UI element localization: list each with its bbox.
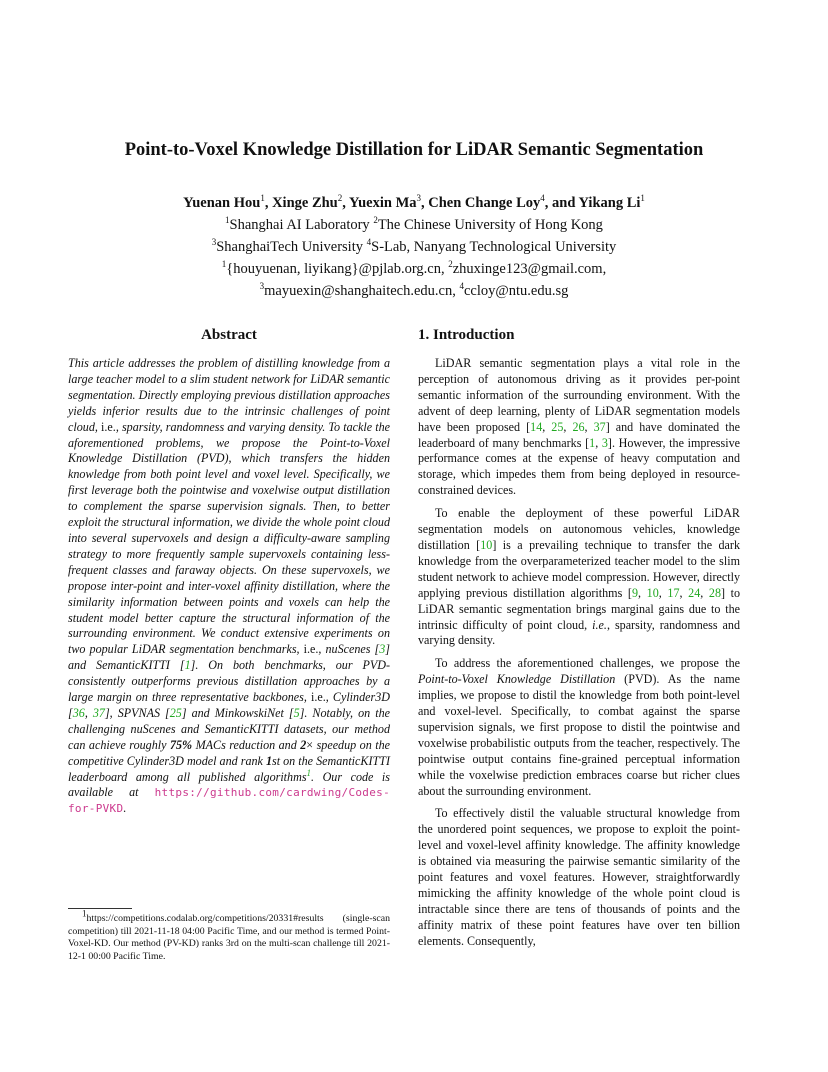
- citation-link[interactable]: 5: [293, 705, 300, 720]
- affiliation: ShanghaiTech University: [216, 239, 367, 255]
- affiliation: S-Lab, Nanyang Technological University: [371, 239, 617, 255]
- abstract-body: This article addresses the problem of distilling knowledge from a large teacher model to a slim student network for LiDAR semantic segmentation. Directly employing previous distillation approaches yields inferior results due to the intrinsic challenges of point cloud, i.e., sparsity, randomness and varying density. To tackle the aforementioned problems, we propose the Point-to-Voxel Knowledge Distillation (PVD), which transfers the hidden knowledge from both point level and voxel level. Specifically, we first leverage both the pointwise and voxelwise output distillation to complement the sparse supervision signals. Then, to better exploit the structural information, we divide the whole point cloud into several supervoxels and design a difficulty-aware sampling strategy to more frequently sample supervoxels containing less-frequent classes and faraway objects. On these supervoxels, we propose inter-point and inter-voxel affinity distillation, where the similarity information between points and voxels can help the student model better capture the structural information of the surrounding environment. We conduct extensive experiments on two popular LiDAR segmentation benchmarks, i.e., nuScenes [3] and SemanticKITTI [1]. On both benchmarks, our PVD-consistently outperforms previous distillation approaches by a large margin on three representative backbones, i.e., Cylinder3D [36, 37], SPVNAS [25] and MinkowskiNet [5]. Notably, on the challenging nuScenes and SemanticKITTI datasets, our method can achieve roughly 75% MACs reduction and 2× speedup on the competitive Cylinder3D model and rank 1st on the SemanticKITTI leaderboard among all published algorithms$^1$. Our code is available at https://github.com/cardwing/Codes-for-PVKD.: [68, 356, 390, 816]
- affiliation-mark: 2: [337, 193, 343, 204]
- affiliation: Shanghai AI Laboratory: [229, 217, 374, 233]
- citation-link[interactable]: 9: [631, 585, 638, 600]
- affiliation-mark: 1: [640, 193, 645, 204]
- citation-link[interactable]: 1: [184, 658, 191, 673]
- email: {houyuenan, liyikang}@pjlab.org.cn,: [226, 261, 449, 277]
- citation-link[interactable]: 26: [572, 419, 585, 434]
- affiliation-mark: 1: [225, 215, 230, 226]
- affiliation-line: [0, 214, 828, 236]
- citation-link[interactable]: 37: [593, 419, 606, 434]
- citation-link[interactable]: 25: [169, 705, 182, 720]
- page-title: Point-to-Voxel Knowledge Distillation for LiDAR Semantic Segmentation: [124, 140, 704, 160]
- affiliation-mark: 1: [221, 259, 227, 270]
- citation-link[interactable]: 37: [92, 705, 105, 720]
- intro-paragraph: LiDAR semantic segmentation plays a vital role in the perception of autonomous driving as it provides per-point semantic information of the surrounding environment. With the advent of deep learning, plenty of LiDAR segmentation models have been proposed [14, 25, 26, 37] and have dominated the leaderboard of many benchmarks [1, 3]. However, the impressive performance comes at the expense of heavy computation and storage, which impedes them from being deployed in resource-constrained devices.: [418, 356, 740, 498]
- citation-link[interactable]: 10: [646, 585, 659, 600]
- citation-link[interactable]: 3: [601, 435, 608, 450]
- code-url-link[interactable]: https://github.com/cardwing/Codes-for-PVKD: [68, 786, 390, 816]
- affiliation-mark: 3: [259, 281, 265, 292]
- affiliation-line: [0, 236, 828, 258]
- email-line: [0, 280, 828, 302]
- footnote-text: https://competitions.codalab.org/competitions/20331#results (single-scan competition) till 2021-11-18 04:00 Pacific Time, and our method is termed Point-Voxel-KD. Our method (PV-KD) ranks 3rd on the multi-scan challenge till 2021-12-1 00:00 Pacific Time.: [68, 913, 390, 962]
- affiliation-mark: 4: [366, 237, 372, 248]
- abstract-heading: Abstract: [201, 327, 257, 343]
- citation-link[interactable]: 10: [480, 537, 493, 552]
- citation-link[interactable]: 1: [589, 435, 596, 450]
- footnote-link[interactable]: 1: [306, 767, 312, 778]
- author-name: Yikang Li: [578, 195, 641, 211]
- affiliation: The Chinese University of Hong Kong: [377, 217, 603, 233]
- author-block: [0, 192, 828, 302]
- affiliation-mark: 4: [540, 193, 545, 204]
- author-name: Yuenan Hou: [183, 195, 261, 211]
- citation-link[interactable]: 24: [688, 585, 701, 600]
- email: mayuexin@shanghaitech.edu.cn,: [264, 283, 460, 299]
- affiliation-mark: 2: [448, 259, 453, 270]
- citation-link[interactable]: 14: [530, 419, 543, 434]
- abstract-column: [68, 325, 390, 817]
- affiliation-mark: 4: [459, 281, 464, 292]
- footnote-mark: 1: [82, 908, 87, 919]
- footnote-divider: [68, 908, 132, 909]
- intro-paragraph: To effectively distil the valuable structural knowledge from the unordered point sequences, we propose to exploit the point-level and voxel-level affinity knowledge. The affinity knowledge is obtained via measuring the pairwise semantic similarity of the point features and voxel features. However, straightforwardly mimicking the affinity knowledge of the whole point cloud is intractable since there are tens of thousands of points and the affinity matrix of these point features have over ten billion elements. Consequently,: [418, 806, 740, 948]
- affiliation-mark: 2: [373, 215, 378, 226]
- introduction-column: [418, 325, 740, 957]
- affiliation-mark: 1: [260, 193, 265, 204]
- citation-link[interactable]: 25: [551, 419, 564, 434]
- author-conjunction: and: [552, 195, 576, 211]
- citation-link[interactable]: 3: [379, 642, 386, 657]
- citation-link[interactable]: 17: [667, 585, 680, 600]
- introduction-heading: 1. Introduction: [418, 327, 515, 343]
- email-line: [0, 258, 828, 280]
- citation-link[interactable]: 28: [708, 585, 721, 600]
- author-name: Chen Change Loy: [428, 195, 541, 211]
- footnote: [68, 908, 390, 963]
- affiliation-mark: 3: [211, 237, 217, 248]
- author-names: Yuenan Hou$^1$, Xinge Zhu$^2$, Yuexin Ma$^3$, Chen Change Loy$^4$, and Yikang Li$^1$: [183, 193, 645, 211]
- author-name: Xinge Zhu: [272, 195, 338, 211]
- email: zhuxinge123@gmail.com,: [452, 261, 607, 277]
- intro-paragraph: To address the aforementioned challenges, we propose the Point-to-Voxel Knowledge Distillation (PVD). As the name implies, we propose to distil the knowledge from both point-level and voxel-level. Specifically, to combat against the sparse supervision signals, we first propose to distil the pointwise and voxelwise probabilistic outputs from the teacher, respectively. The pointwise output contains fine-grained perceptual information while the voxelwise prediction embraces coarse but richer clues about the surrounding environment.: [418, 656, 740, 798]
- affiliation-mark: 3: [416, 193, 422, 204]
- author-name: Yuexin Ma: [348, 195, 417, 211]
- citation-link[interactable]: 36: [72, 705, 85, 720]
- intro-paragraph: To enable the deployment of these powerful LiDAR segmentation models on autonomous vehicles, knowledge distillation [10] is a prevailing technique to transfer the dark knowledge from the overparameterized teacher model to the slim student network to achieve model compression. However, directly applying previous distillation algorithms [9, 10, 17, 24, 28] to LiDAR semantic segmentation brings marginal gains due to the intrinsic difficulty of point cloud, i.e., sparsity, randomness and varying density.: [418, 506, 741, 648]
- email: ccloy@ntu.edu.sg: [463, 283, 569, 299]
